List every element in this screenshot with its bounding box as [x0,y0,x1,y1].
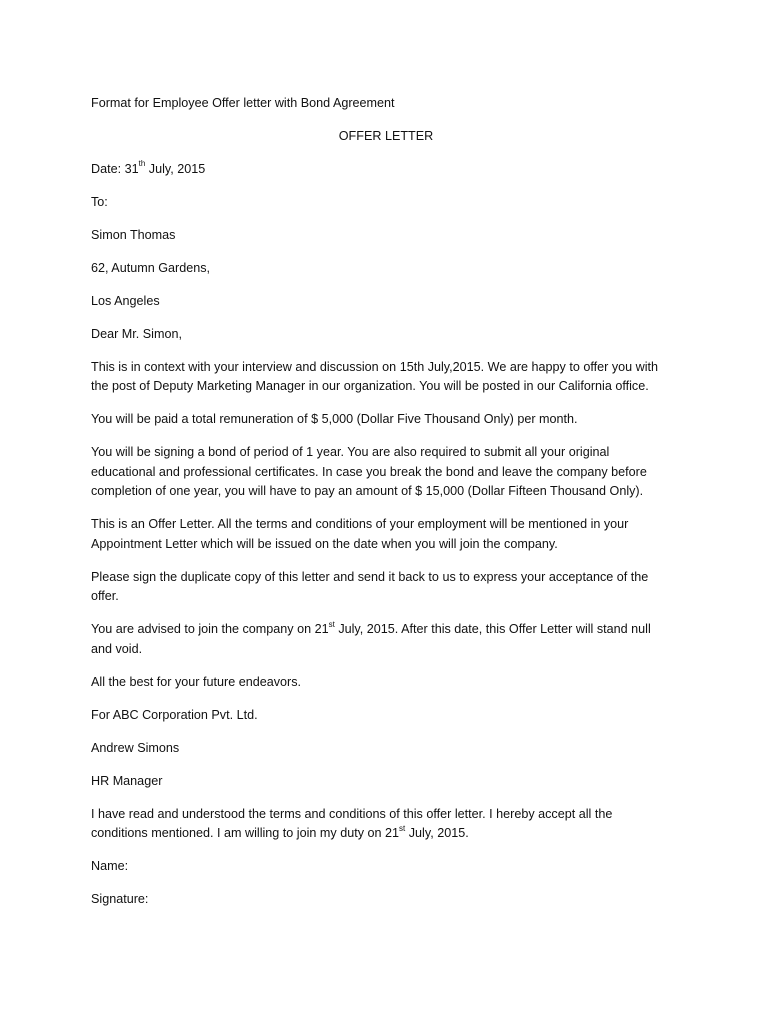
signatory-name: Andrew Simons [91,740,180,755]
letter-date [91,160,681,180]
address-line-1: 62, Autumn Gardens, [91,260,211,275]
paragraph-line: This is an Offer Letter. All the terms and conditions of your employment will be mentioned in your [91,517,629,531]
paragraph-interview [91,358,681,397]
paragraph-line: and void. [91,641,143,656]
join-prefix: You are advised to join the company on 21 [91,622,329,636]
paragraph-line: Please sign the duplicate copy of this letter and send it back to us to express your acceptance of the [91,569,649,584]
paragraph-bond [91,443,681,502]
join-suffix: July, 2015. After this date, this Offer Letter will stand null [334,622,651,636]
paragraph-remuneration: You will be paid a total remuneration of $ 5,000 (Dollar Five Thousand Only) per month. [91,412,578,426]
date-prefix: Date: 31 [91,161,139,176]
letter-title: OFFER LETTER [338,128,434,143]
accept-suffix: July, 2015. [405,826,469,840]
document-heading: Format for Employee Offer letter with Bond Agreement [91,96,395,110]
paragraph-acceptance [91,805,681,844]
paragraph-sign-duplicate [91,568,681,607]
paragraph-line: completion of one year, you will have to pay an amount of $ 15,000 (Dollar Fifteen Thousand Only). [91,484,644,498]
paragraph-line: offer. [91,589,119,603]
accept-superscript: st [399,823,406,833]
salutation: Dear Mr. Simon, [91,326,182,341]
paragraph-line: Appointment Letter which will be issued on the date when you will join the company. [91,536,558,551]
accept-prefix: conditions mentioned. I am willing to join my duty on 21 [91,826,400,840]
letter-body [91,94,681,923]
paragraph-line [91,824,681,844]
company-signoff: For ABC Corporation Pvt. Ltd. [91,707,258,722]
paragraph-line [91,620,681,640]
closing-wish: All the best for your future endeavors. [91,674,302,689]
date-superscript: th [138,159,146,169]
name-label: Name: [91,859,129,873]
paragraph-offer-letter [91,515,681,554]
signatory-title: HR Manager [91,773,163,788]
paragraph-line: This is in context with your interview and discussion on 15th July,2015. We are happy to offer you with [91,359,659,374]
recipient-name: Simon Thomas [91,227,176,242]
paragraph-line: the post of Deputy Marketing Manager in our organization. You will be posted in our California office. [91,379,649,393]
address-line-2: Los Angeles [91,293,160,308]
paragraph-line: You will be signing a bond of period of 1 year. You are also required to submit all your original [91,445,610,459]
paragraph-joining-date [91,620,681,659]
paragraph-line: I have read and understood the terms and conditions of this offer letter. I hereby accept all the [91,806,613,821]
date-suffix: July, 2015 [145,161,206,176]
to-label: To: [91,194,108,209]
paragraph-line: educational and professional certificates. In case you break the bond and leave the company before [91,464,647,479]
signature-label: Signature: [91,892,149,906]
join-superscript: st [328,619,335,629]
